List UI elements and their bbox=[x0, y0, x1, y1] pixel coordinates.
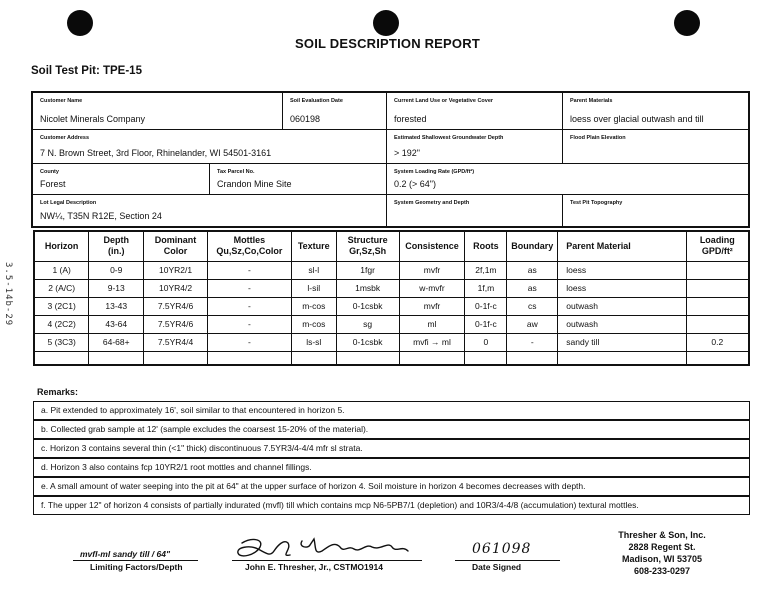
table-row bbox=[34, 297, 749, 315]
table-cell: - bbox=[207, 261, 291, 279]
loading-rate-cell bbox=[387, 164, 748, 195]
tax-parcel-label: Tax Parcel No. bbox=[217, 169, 255, 175]
report-title: SOIL DESCRIPTION REPORT bbox=[295, 36, 480, 51]
county-label: County bbox=[40, 169, 59, 175]
empty-cell bbox=[144, 351, 208, 365]
col-header-line2: Qu,Sz,Co,Color bbox=[216, 246, 283, 257]
table-cell: - bbox=[507, 333, 558, 351]
table-cell: 0 bbox=[465, 333, 507, 351]
table-cell: 7.5YR4/4 bbox=[144, 333, 208, 351]
col-header-parent-material bbox=[558, 231, 686, 261]
table-cell: mvfr bbox=[399, 297, 465, 315]
col-header-texture bbox=[291, 231, 336, 261]
date-signed-value: 061098 bbox=[472, 541, 532, 557]
geometry-label: System Geometry and Depth bbox=[394, 200, 470, 206]
horizon-table bbox=[33, 230, 750, 366]
remark-f: f. The upper 12" of horizon 4 consists of partially indurated (mvfl) till which contains mcp N6-5PB7/1 (depletion) and 10R3/4-4/8 (accumulation) textural mottles. bbox=[33, 496, 750, 515]
table-cell: outwash bbox=[558, 297, 686, 315]
col-header-line1: Horizon bbox=[44, 240, 79, 251]
land-use-cell bbox=[387, 93, 563, 130]
table-cell: 0.2 bbox=[686, 333, 749, 351]
col-header-line2: Gr,Sz,Sh bbox=[349, 246, 387, 257]
empty-cell bbox=[336, 351, 399, 365]
table-cell: 5 (3C3) bbox=[34, 333, 89, 351]
company-name: Thresher & Son, Inc. bbox=[618, 530, 706, 540]
legal-desc-label: Lot Legal Description bbox=[40, 200, 97, 206]
table-cell: - bbox=[207, 279, 291, 297]
parent-materials-label: Parent Materials bbox=[570, 98, 613, 104]
remark-d: d. Horizon 3 also contains fcp 10YR2/1 root mottles and channel fillings. bbox=[33, 458, 750, 477]
groundwater-cell bbox=[387, 130, 563, 164]
table-cell: sandy till bbox=[558, 333, 686, 351]
empty-cell bbox=[558, 351, 686, 365]
customer-address-label: Customer Address bbox=[40, 135, 90, 141]
customer-name-label: Customer Name bbox=[40, 98, 83, 104]
table-cell: - bbox=[207, 315, 291, 333]
col-header-structure bbox=[336, 231, 399, 261]
side-annotation: 3.5-14b-29 bbox=[3, 262, 13, 327]
empty-cell bbox=[507, 351, 558, 365]
table-cell bbox=[686, 279, 749, 297]
col-header-line1: Dominant bbox=[154, 235, 197, 246]
empty-cell bbox=[291, 351, 336, 365]
eval-date-cell bbox=[283, 93, 387, 130]
table-cell: 43-64 bbox=[89, 315, 144, 333]
table-row bbox=[34, 261, 749, 279]
signature-line bbox=[232, 560, 422, 561]
table-cell: ml bbox=[399, 315, 465, 333]
table-cell: 10YR4/2 bbox=[144, 279, 208, 297]
col-header-boundary bbox=[507, 231, 558, 261]
soil-test-pit-id: Soil Test Pit: TPE-15 bbox=[31, 65, 142, 77]
table-cell: m-cos bbox=[291, 315, 336, 333]
empty-cell bbox=[465, 351, 507, 365]
table-cell: 0-1f-c bbox=[465, 297, 507, 315]
remark-e: e. A small amount of water seeping into the pit at 64" at the upper surface of horizon 4. Soil moisture in horizon 4 becomes decreases with depth. bbox=[33, 477, 750, 496]
company-phone: 608-233-0297 bbox=[633, 566, 691, 576]
empty-cell bbox=[89, 351, 144, 365]
table-cell: loess bbox=[558, 261, 686, 279]
company-street: 2828 Regent St. bbox=[628, 542, 696, 552]
eval-date-value: 060198 bbox=[290, 114, 321, 124]
table-cell: sg bbox=[336, 315, 399, 333]
col-header-line2: GPD/ft² bbox=[701, 246, 733, 257]
col-header-line1: Roots bbox=[473, 240, 499, 251]
limiting-factor-label: Limiting Factors/Depth bbox=[90, 562, 183, 572]
table-cell: 1fgr bbox=[336, 261, 399, 279]
remark-a: a. Pit extended to approximately 16', soil similar to that encountered in horizon 5. bbox=[33, 401, 750, 420]
col-header-color bbox=[144, 231, 208, 261]
customer-name-cell bbox=[33, 93, 283, 130]
table-cell bbox=[686, 315, 749, 333]
company-city: Madison, WI 53705 bbox=[621, 554, 703, 564]
date-signed-label: Date Signed bbox=[472, 562, 522, 572]
table-cell: 13-43 bbox=[89, 297, 144, 315]
parent-materials-cell bbox=[563, 93, 748, 130]
land-use-value: forested bbox=[394, 114, 427, 124]
empty-cell bbox=[34, 351, 89, 365]
eval-date-label: Soil Evaluation Date bbox=[290, 98, 343, 104]
table-cell: 1msbk bbox=[336, 279, 399, 297]
table-cell: loess bbox=[558, 279, 686, 297]
table-cell: ls-sl bbox=[291, 333, 336, 351]
table-cell: - bbox=[207, 297, 291, 315]
table-cell: cs bbox=[507, 297, 558, 315]
col-header-line1: Loading bbox=[699, 235, 735, 246]
topography-cell bbox=[563, 195, 748, 226]
table-cell: sl-l bbox=[291, 261, 336, 279]
site-info-grid bbox=[31, 91, 750, 228]
groundwater-value: > 192" bbox=[394, 148, 420, 158]
table-cell: 64-68+ bbox=[89, 333, 144, 351]
company-block bbox=[594, 529, 730, 577]
table-cell: as bbox=[507, 261, 558, 279]
table-cell: mvfr bbox=[399, 261, 465, 279]
col-header-horizon bbox=[34, 231, 89, 261]
col-header-loading bbox=[686, 231, 749, 261]
legal-desc-value: NW¼, T35N R12E, Section 24 bbox=[40, 211, 162, 221]
empty-table-row bbox=[34, 351, 749, 365]
table-cell: 1 (A) bbox=[34, 261, 89, 279]
empty-cell bbox=[686, 351, 749, 365]
table-cell: 7.5YR4/6 bbox=[144, 315, 208, 333]
flood-plain-label: Flood Plain Elevation bbox=[570, 135, 626, 141]
table-cell: - bbox=[207, 333, 291, 351]
table-cell: aw bbox=[507, 315, 558, 333]
table-cell: 3 (2C1) bbox=[34, 297, 89, 315]
remarks-title: Remarks: bbox=[37, 387, 79, 397]
table-cell: 7.5YR4/6 bbox=[144, 297, 208, 315]
col-header-line1: Texture bbox=[297, 240, 330, 251]
table-cell bbox=[686, 261, 749, 279]
table-cell: 1f,m bbox=[465, 279, 507, 297]
binder-hole-right bbox=[674, 10, 700, 36]
table-cell bbox=[686, 297, 749, 315]
customer-address-cell bbox=[33, 130, 387, 164]
date-line bbox=[455, 560, 560, 561]
table-cell: outwash bbox=[558, 315, 686, 333]
remark-b: b. Collected grab sample at 12' (sample excludes the coarsest 15-20% of the material). bbox=[33, 420, 750, 439]
limiting-factor-line bbox=[73, 560, 198, 561]
county-value: Forest bbox=[40, 179, 66, 189]
col-header-consistence bbox=[399, 231, 465, 261]
table-row bbox=[34, 315, 749, 333]
groundwater-label: Estimated Shallowest Groundwater Depth bbox=[394, 135, 504, 141]
loading-rate-value: 0.2 (> 64") bbox=[394, 179, 436, 189]
tax-parcel-cell bbox=[210, 164, 387, 195]
col-header-roots bbox=[465, 231, 507, 261]
county-cell bbox=[33, 164, 210, 195]
table-cell: 10YR2/1 bbox=[144, 261, 208, 279]
table-cell: 4 (2C2) bbox=[34, 315, 89, 333]
tax-parcel-value: Crandon Mine Site bbox=[217, 179, 292, 189]
col-header-line1: Consistence bbox=[405, 240, 459, 251]
table-cell: w-mvfr bbox=[399, 279, 465, 297]
col-header-line1: Mottles bbox=[233, 235, 266, 246]
col-header-line1: Boundary bbox=[511, 240, 554, 251]
table-cell: 9-13 bbox=[89, 279, 144, 297]
table-cell: 2f,1m bbox=[465, 261, 507, 279]
table-cell: l-sil bbox=[291, 279, 336, 297]
remark-c: c. Horizon 3 contains several thin (<1" thick) discontinuous 7.5YR3/4-4/4 mfr sl strata. bbox=[33, 439, 750, 458]
table-cell: m-cos bbox=[291, 297, 336, 315]
binder-hole-left bbox=[67, 10, 93, 36]
geometry-cell bbox=[387, 195, 563, 226]
parent-materials-value: loess over glacial outwash and till bbox=[570, 114, 704, 124]
binder-hole-center bbox=[373, 10, 399, 36]
col-header-line2: Color bbox=[163, 246, 188, 257]
col-header-depth bbox=[89, 231, 144, 261]
col-header-line1: Structure bbox=[347, 235, 388, 246]
table-cell: as bbox=[507, 279, 558, 297]
table-cell: 0-1f-c bbox=[465, 315, 507, 333]
table-cell: 0-1csbk bbox=[336, 297, 399, 315]
topography-label: Test Pit Topography bbox=[570, 200, 623, 206]
col-header-mottles bbox=[207, 231, 291, 261]
table-row bbox=[34, 333, 749, 351]
empty-cell bbox=[207, 351, 291, 365]
col-header-line1: Parent Material bbox=[566, 240, 631, 251]
limiting-factor-value: mvfl-ml sandy till / 64" bbox=[80, 549, 171, 559]
table-cell: 2 (A/C) bbox=[34, 279, 89, 297]
table-cell: mvfi → ml bbox=[399, 333, 465, 351]
empty-cell bbox=[399, 351, 465, 365]
loading-rate-label: System Loading Rate (GPD/ft²) bbox=[394, 169, 475, 175]
table-cell: 0-1csbk bbox=[336, 333, 399, 351]
legal-desc-cell bbox=[33, 195, 387, 226]
customer-name-value: Nicolet Minerals Company bbox=[40, 114, 146, 124]
flood-plain-cell bbox=[563, 130, 748, 164]
horizon-header-row bbox=[34, 231, 749, 261]
table-row bbox=[34, 279, 749, 297]
signer-name: John E. Thresher, Jr., CSTMO1914 bbox=[245, 562, 383, 572]
col-header-line2: (in.) bbox=[107, 246, 125, 257]
land-use-label: Current Land Use or Vegetative Cover bbox=[394, 98, 494, 104]
table-cell: 0-9 bbox=[89, 261, 144, 279]
col-header-line1: Depth bbox=[103, 235, 129, 246]
customer-address-value: 7 N. Brown Street, 3rd Floor, Rhinelander, WI 54501-3161 bbox=[40, 148, 272, 158]
